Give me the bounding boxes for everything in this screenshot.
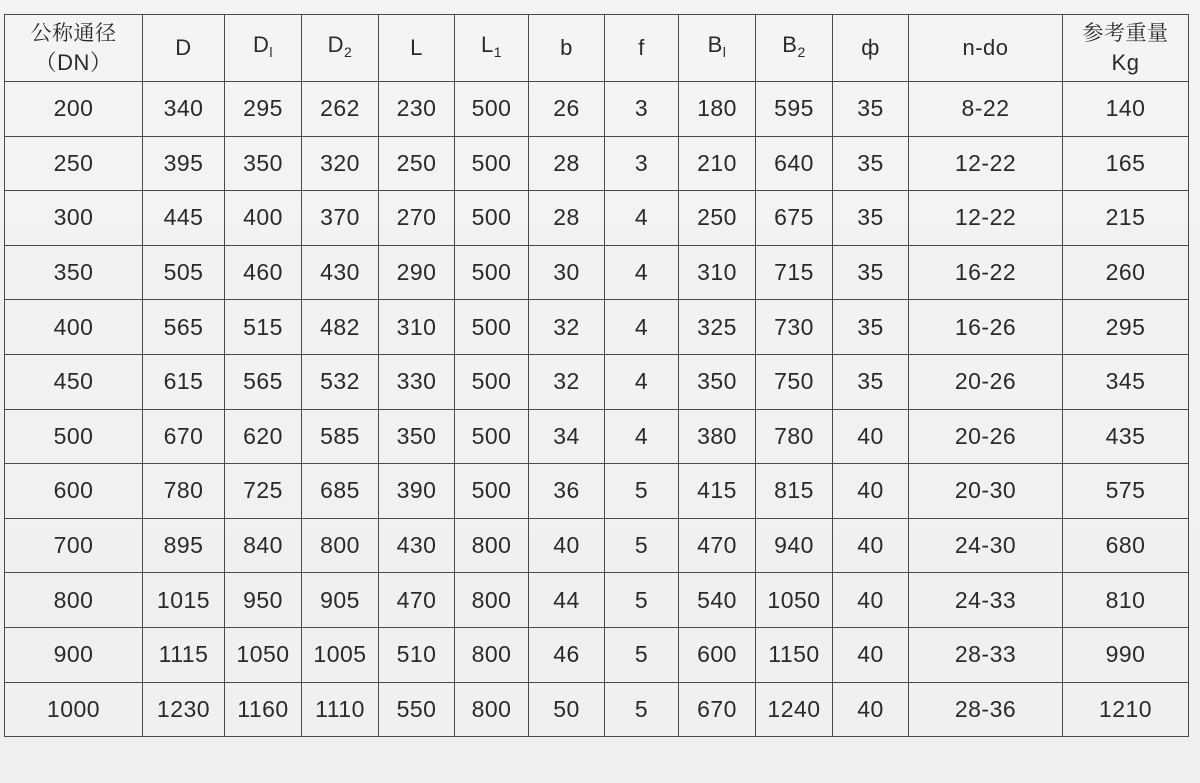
table-cell: 250	[379, 136, 455, 191]
table-cell: 270	[379, 191, 455, 246]
table-cell: 675	[756, 191, 833, 246]
table-cell: 380	[679, 409, 756, 464]
table-cell: 24-33	[909, 573, 1063, 628]
header-d1-sub: l	[269, 43, 273, 60]
table-cell: 1110	[302, 682, 379, 737]
header-b1-base: B	[707, 31, 723, 57]
header-b1	[679, 15, 756, 82]
table-cell: 295	[225, 82, 302, 137]
table-cell: 680	[1063, 518, 1189, 573]
table-cell: 615	[143, 354, 225, 409]
table-cell: 840	[225, 518, 302, 573]
dimension-table	[4, 14, 1189, 737]
header-d1-base: D	[252, 31, 270, 57]
table-cell: 350	[379, 409, 455, 464]
table-cell: 16-26	[909, 300, 1063, 355]
table-cell: 350	[5, 245, 143, 300]
table-cell: 40	[833, 682, 909, 737]
table-cell: 800	[455, 573, 529, 628]
header-d2	[302, 15, 379, 82]
table-cell: 810	[1063, 573, 1189, 628]
header-d2-base: D	[327, 31, 345, 57]
table-cell: 250	[5, 136, 143, 191]
table-cell: 565	[225, 354, 302, 409]
table-cell: 1210	[1063, 682, 1189, 737]
table-cell: 345	[1063, 354, 1189, 409]
table-cell: 500	[5, 409, 143, 464]
table-cell: 640	[756, 136, 833, 191]
table-cell: 350	[225, 136, 302, 191]
table-cell: 140	[1063, 82, 1189, 137]
table-cell: 550	[379, 682, 455, 737]
header-d1	[225, 15, 302, 82]
table-cell: 260	[1063, 245, 1189, 300]
table-cell: 340	[143, 82, 225, 137]
table-row	[5, 136, 1189, 191]
table-cell: 620	[225, 409, 302, 464]
header-weight-line1: 参考重量	[1082, 21, 1169, 45]
table-cell: 780	[143, 464, 225, 519]
table-cell: 50	[529, 682, 605, 737]
table-cell: 5	[605, 682, 679, 737]
table-cell: 30	[529, 245, 605, 300]
table-cell: 200	[5, 82, 143, 137]
table-cell: 290	[379, 245, 455, 300]
table-cell: 40	[529, 518, 605, 573]
table-row	[5, 573, 1189, 628]
table-cell: 330	[379, 354, 455, 409]
table-cell: 1115	[143, 627, 225, 682]
table-cell: 532	[302, 354, 379, 409]
table-cell: 16-22	[909, 245, 1063, 300]
table-cell: 950	[225, 573, 302, 628]
table-cell: 1160	[225, 682, 302, 737]
table-cell: 26	[529, 82, 605, 137]
table-cell: 310	[379, 300, 455, 355]
table-cell: 40	[833, 518, 909, 573]
table-cell: 1005	[302, 627, 379, 682]
table-cell: 500	[455, 136, 529, 191]
header-f: f	[605, 15, 679, 82]
header-d: D	[143, 15, 225, 82]
header-row	[5, 15, 1189, 82]
header-l1	[455, 15, 529, 82]
header-l1-sub: 1	[493, 43, 503, 60]
table-cell: 715	[756, 245, 833, 300]
table-cell: 450	[5, 354, 143, 409]
header-d2-sub: 2	[344, 43, 353, 60]
table-cell: 295	[1063, 300, 1189, 355]
table-row	[5, 627, 1189, 682]
table-cell: 445	[143, 191, 225, 246]
table-cell: 700	[5, 518, 143, 573]
table-cell: 430	[379, 518, 455, 573]
table-cell: 500	[455, 464, 529, 519]
table-cell: 595	[756, 82, 833, 137]
table-cell: 1230	[143, 682, 225, 737]
table-row	[5, 464, 1189, 519]
table-cell: 505	[143, 245, 225, 300]
table-cell: 320	[302, 136, 379, 191]
table-cell: 600	[5, 464, 143, 519]
header-l: L	[379, 15, 455, 82]
table-cell: 900	[5, 627, 143, 682]
table-cell: 400	[5, 300, 143, 355]
table-cell: 36	[529, 464, 605, 519]
table-cell: 800	[455, 682, 529, 737]
table-cell: 780	[756, 409, 833, 464]
table-cell: 230	[379, 82, 455, 137]
table-cell: 510	[379, 627, 455, 682]
table-cell: 165	[1063, 136, 1189, 191]
table-cell: 430	[302, 245, 379, 300]
table-cell: 565	[143, 300, 225, 355]
table-cell: 4	[605, 409, 679, 464]
table-cell: 540	[679, 573, 756, 628]
table-cell: 415	[679, 464, 756, 519]
table-cell: 215	[1063, 191, 1189, 246]
table-cell: 670	[679, 682, 756, 737]
header-b2-base: B	[782, 31, 798, 57]
table-row	[5, 518, 1189, 573]
table-cell: 1000	[5, 682, 143, 737]
table-cell: 300	[5, 191, 143, 246]
table-cell: 5	[605, 518, 679, 573]
table-cell: 5	[605, 573, 679, 628]
table-cell: 750	[756, 354, 833, 409]
header-l1-base: L	[480, 31, 494, 57]
table-cell: 35	[833, 245, 909, 300]
table-cell: 1240	[756, 682, 833, 737]
table-row	[5, 682, 1189, 737]
table-cell: 685	[302, 464, 379, 519]
table-cell: 400	[225, 191, 302, 246]
table-cell: 1050	[225, 627, 302, 682]
table-cell: 585	[302, 409, 379, 464]
table-cell: 35	[833, 82, 909, 137]
table-cell: 895	[143, 518, 225, 573]
table-cell: 370	[302, 191, 379, 246]
header-weight	[1063, 15, 1189, 82]
table-cell: 40	[833, 627, 909, 682]
table-cell: 8-22	[909, 82, 1063, 137]
table-cell: 670	[143, 409, 225, 464]
table-cell: 940	[756, 518, 833, 573]
table-cell: 12-22	[909, 136, 1063, 191]
table-cell: 482	[302, 300, 379, 355]
table-row	[5, 245, 1189, 300]
header-b: b	[529, 15, 605, 82]
table-cell: 3	[605, 136, 679, 191]
table-cell: 24-30	[909, 518, 1063, 573]
table-row	[5, 409, 1189, 464]
table-cell: 1050	[756, 573, 833, 628]
table-cell: 3	[605, 82, 679, 137]
table-row	[5, 191, 1189, 246]
header-dn	[5, 15, 143, 82]
table-cell: 390	[379, 464, 455, 519]
table-cell: 800	[455, 518, 529, 573]
table-body	[5, 82, 1189, 737]
table-cell: 4	[605, 191, 679, 246]
table-cell: 600	[679, 627, 756, 682]
table-cell: 460	[225, 245, 302, 300]
header-weight-line2: Kg	[1111, 50, 1140, 75]
table-cell: 800	[455, 627, 529, 682]
table-cell: 262	[302, 82, 379, 137]
header-b2	[756, 15, 833, 82]
table-cell: 4	[605, 245, 679, 300]
table-cell: 990	[1063, 627, 1189, 682]
table-cell: 32	[529, 300, 605, 355]
table-cell: 28-33	[909, 627, 1063, 682]
table-cell: 40	[833, 409, 909, 464]
table-cell: 35	[833, 300, 909, 355]
table-cell: 180	[679, 82, 756, 137]
table-cell: 500	[455, 409, 529, 464]
table-cell: 350	[679, 354, 756, 409]
table-cell: 500	[455, 191, 529, 246]
header-b1-sub: l	[722, 43, 727, 60]
table-cell: 250	[679, 191, 756, 246]
table-cell: 28-36	[909, 682, 1063, 737]
table-cell: 310	[679, 245, 756, 300]
table-cell: 4	[605, 354, 679, 409]
table-cell: 470	[379, 573, 455, 628]
table-cell: 28	[529, 191, 605, 246]
table-cell: 20-30	[909, 464, 1063, 519]
table-cell: 905	[302, 573, 379, 628]
table-cell: 500	[455, 245, 529, 300]
table-cell: 730	[756, 300, 833, 355]
table-cell: 20-26	[909, 354, 1063, 409]
table-cell: 435	[1063, 409, 1189, 464]
table-cell: 5	[605, 464, 679, 519]
table-cell: 40	[833, 464, 909, 519]
header-dn-line1: 公称通径	[30, 21, 117, 45]
table-cell: 470	[679, 518, 756, 573]
table-cell: 1150	[756, 627, 833, 682]
table-cell: 4	[605, 300, 679, 355]
table-cell: 515	[225, 300, 302, 355]
table-cell: 500	[455, 300, 529, 355]
table-cell: 5	[605, 627, 679, 682]
table-cell: 575	[1063, 464, 1189, 519]
table-cell: 44	[529, 573, 605, 628]
table-cell: 815	[756, 464, 833, 519]
table-cell: 500	[455, 354, 529, 409]
header-phi: ф	[833, 15, 909, 82]
table-cell: 35	[833, 354, 909, 409]
header-dn-line2: （DN）	[34, 50, 113, 75]
table-cell: 800	[5, 573, 143, 628]
table-cell: 325	[679, 300, 756, 355]
table-cell: 1015	[143, 573, 225, 628]
table-cell: 34	[529, 409, 605, 464]
table-cell: 35	[833, 136, 909, 191]
table-cell: 395	[143, 136, 225, 191]
table-cell: 500	[455, 82, 529, 137]
table-cell: 800	[302, 518, 379, 573]
table-cell: 20-26	[909, 409, 1063, 464]
table-cell: 12-22	[909, 191, 1063, 246]
table-cell: 725	[225, 464, 302, 519]
table-row	[5, 82, 1189, 137]
header-b2-sub: 2	[797, 43, 806, 60]
table-row	[5, 354, 1189, 409]
table-cell: 40	[833, 573, 909, 628]
table-cell: 35	[833, 191, 909, 246]
table-cell: 46	[529, 627, 605, 682]
table-cell: 210	[679, 136, 756, 191]
table-row	[5, 300, 1189, 355]
table-cell: 32	[529, 354, 605, 409]
header-n-do: n-do	[909, 15, 1063, 82]
table-cell: 28	[529, 136, 605, 191]
